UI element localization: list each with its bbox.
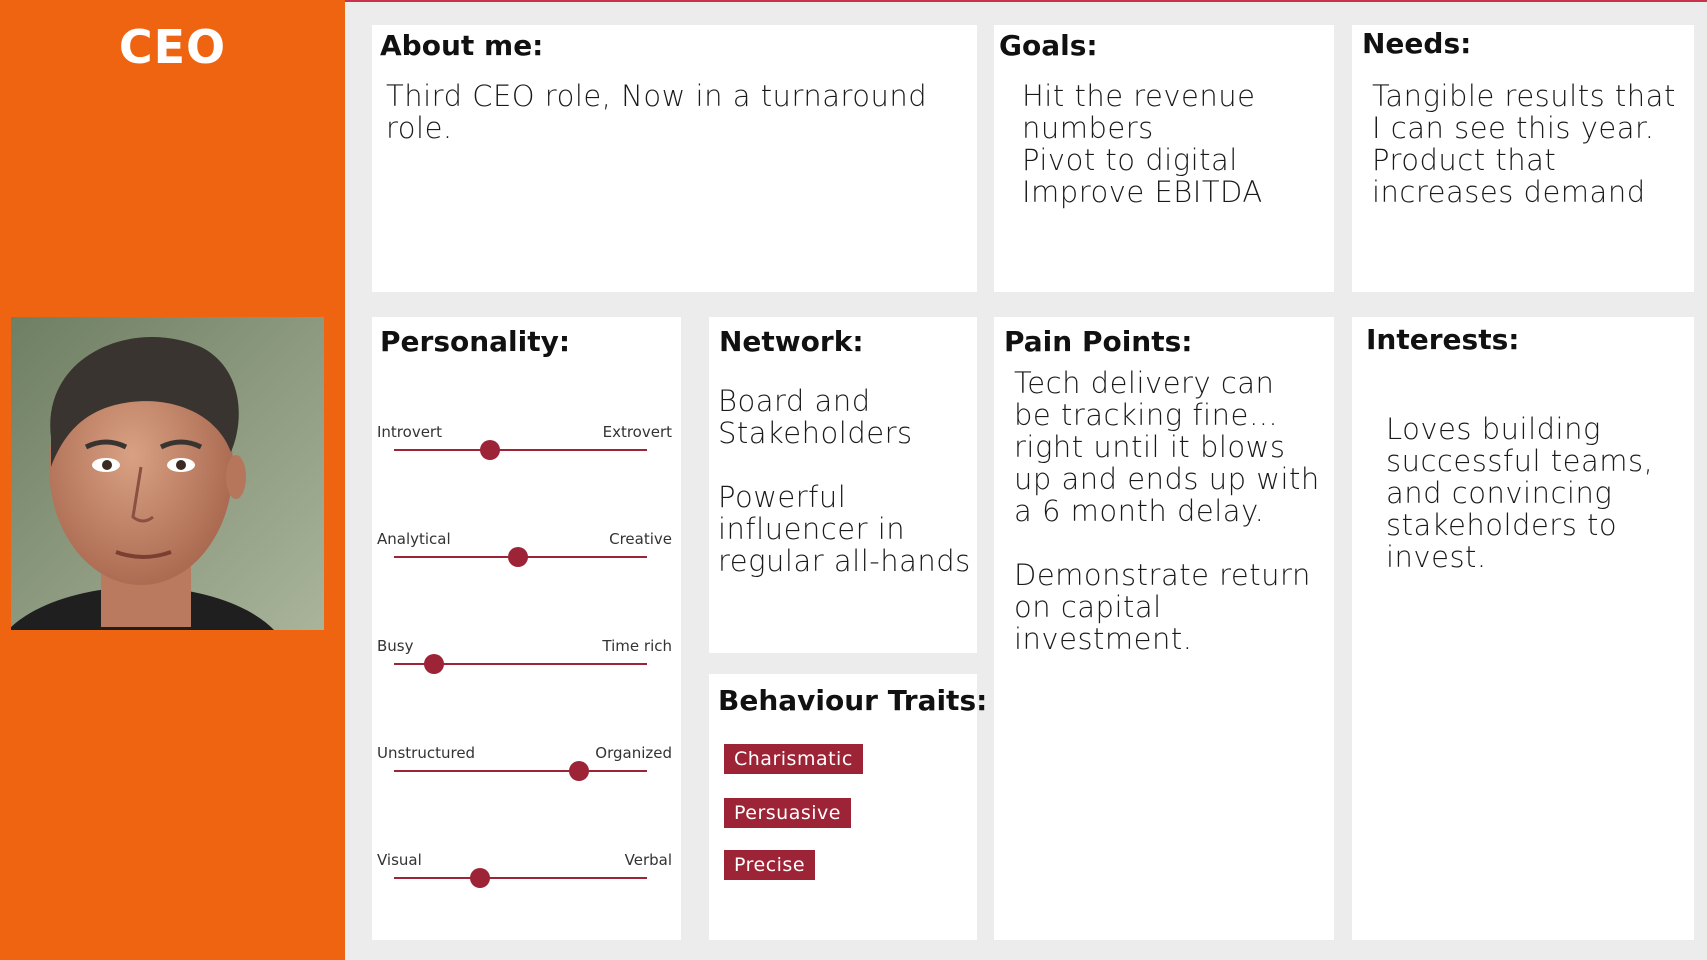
personality-slider: [372, 851, 712, 921]
slider-left-label: Busy: [377, 637, 414, 655]
pain-points-title: Pain Points:: [1004, 325, 1193, 358]
interests-body: [1386, 413, 1653, 573]
slider-right-label: Creative: [609, 530, 672, 548]
pain-points-body: [1014, 367, 1320, 655]
behaviour-title: Behaviour Traits:: [718, 684, 988, 717]
trait-badge: Persuasive: [724, 798, 851, 828]
trait-badge: Charismatic: [724, 744, 863, 774]
goals-card: [994, 25, 1334, 292]
slider-right-label: Verbal: [624, 851, 672, 869]
needs-body: [1372, 80, 1676, 208]
persona-sidebar: [0, 0, 345, 960]
pain-points-line: right until it blows: [1014, 430, 1286, 464]
network-line: Powerful: [718, 480, 847, 514]
persona-photo: [11, 317, 324, 630]
pain-points-line: a 6 month delay.: [1014, 494, 1265, 528]
personality-slider: [372, 744, 712, 814]
pain-points-line: Demonstrate return: [1014, 558, 1311, 592]
persona-photo-image: [11, 317, 324, 630]
pain-points-line: Tech delivery can: [1014, 366, 1275, 400]
pain-points-line: up and ends up with: [1014, 462, 1320, 496]
interests-line: stakeholders to: [1386, 508, 1618, 542]
interests-line: invest.: [1386, 540, 1487, 574]
slider-right-label: Time rich: [602, 637, 672, 655]
persona-role-title: CEO: [118, 20, 227, 74]
slider-thumb: [480, 440, 500, 460]
personality-slider: [372, 637, 712, 707]
network-line: influencer in: [718, 512, 906, 546]
slider-left-label: Introvert: [377, 423, 442, 441]
interests-line: and convincing: [1386, 476, 1613, 510]
needs-line: Product that: [1372, 143, 1557, 177]
goals-title: Goals:: [999, 29, 1098, 62]
trait-badge: Precise: [724, 850, 815, 880]
personality-card: [372, 317, 681, 940]
pain-points-card: [994, 317, 1334, 940]
goals-line: Pivot to digital: [1022, 143, 1238, 177]
interests-title: Interests:: [1366, 323, 1520, 356]
goals-body: [1022, 80, 1263, 208]
goals-line: Hit the revenue: [1022, 79, 1256, 113]
pain-points-line: [1014, 527, 1320, 559]
personality-title: Personality:: [380, 325, 571, 358]
pain-points-line: investment.: [1014, 622, 1193, 656]
network-line: Board and: [718, 384, 871, 418]
personality-slider: [372, 423, 712, 493]
slider-left-label: Analytical: [377, 530, 451, 548]
slider-left-label: Unstructured: [377, 744, 476, 762]
interests-card: [1352, 317, 1694, 940]
slider-right-label: Extrovert: [602, 423, 672, 441]
needs-card: [1352, 25, 1694, 292]
slider-left-label: Visual: [377, 851, 422, 869]
network-body: [718, 385, 971, 577]
slider-track: [394, 877, 647, 879]
about-line: Third CEO role, Now in a turnaround: [386, 79, 928, 113]
network-card: [709, 317, 977, 653]
slider-right-label: Organized: [595, 744, 672, 762]
about-body: [386, 80, 927, 144]
slider-thumb: [424, 654, 444, 674]
network-line: Stakeholders: [718, 416, 913, 450]
slider-thumb: [569, 761, 589, 781]
pain-points-line: on capital: [1014, 590, 1162, 624]
needs-line: increases demand: [1372, 175, 1646, 209]
slider-track: [394, 770, 647, 772]
network-line: regular all-hands: [718, 544, 971, 578]
top-divider: [345, 0, 1707, 2]
interests-line: Loves building: [1386, 412, 1601, 446]
pain-points-line: be tracking fine…: [1014, 398, 1279, 432]
slider-track: [394, 449, 647, 451]
slider-thumb: [470, 868, 490, 888]
network-title: Network:: [719, 325, 864, 358]
needs-line: I can see this year.: [1372, 111, 1655, 145]
slider-thumb: [508, 547, 528, 567]
about-title: About me:: [380, 29, 544, 62]
interests-line: successful teams,: [1386, 444, 1654, 478]
network-line: [718, 449, 971, 481]
behaviour-card: [709, 674, 988, 940]
personality-slider: [372, 530, 712, 600]
needs-title: Needs:: [1362, 27, 1472, 60]
about-line: role.: [386, 111, 453, 145]
goals-line: Improve EBITDA: [1022, 175, 1263, 209]
about-card: [372, 25, 977, 292]
goals-line: numbers: [1022, 111, 1154, 145]
needs-line: Tangible results that: [1372, 79, 1676, 113]
